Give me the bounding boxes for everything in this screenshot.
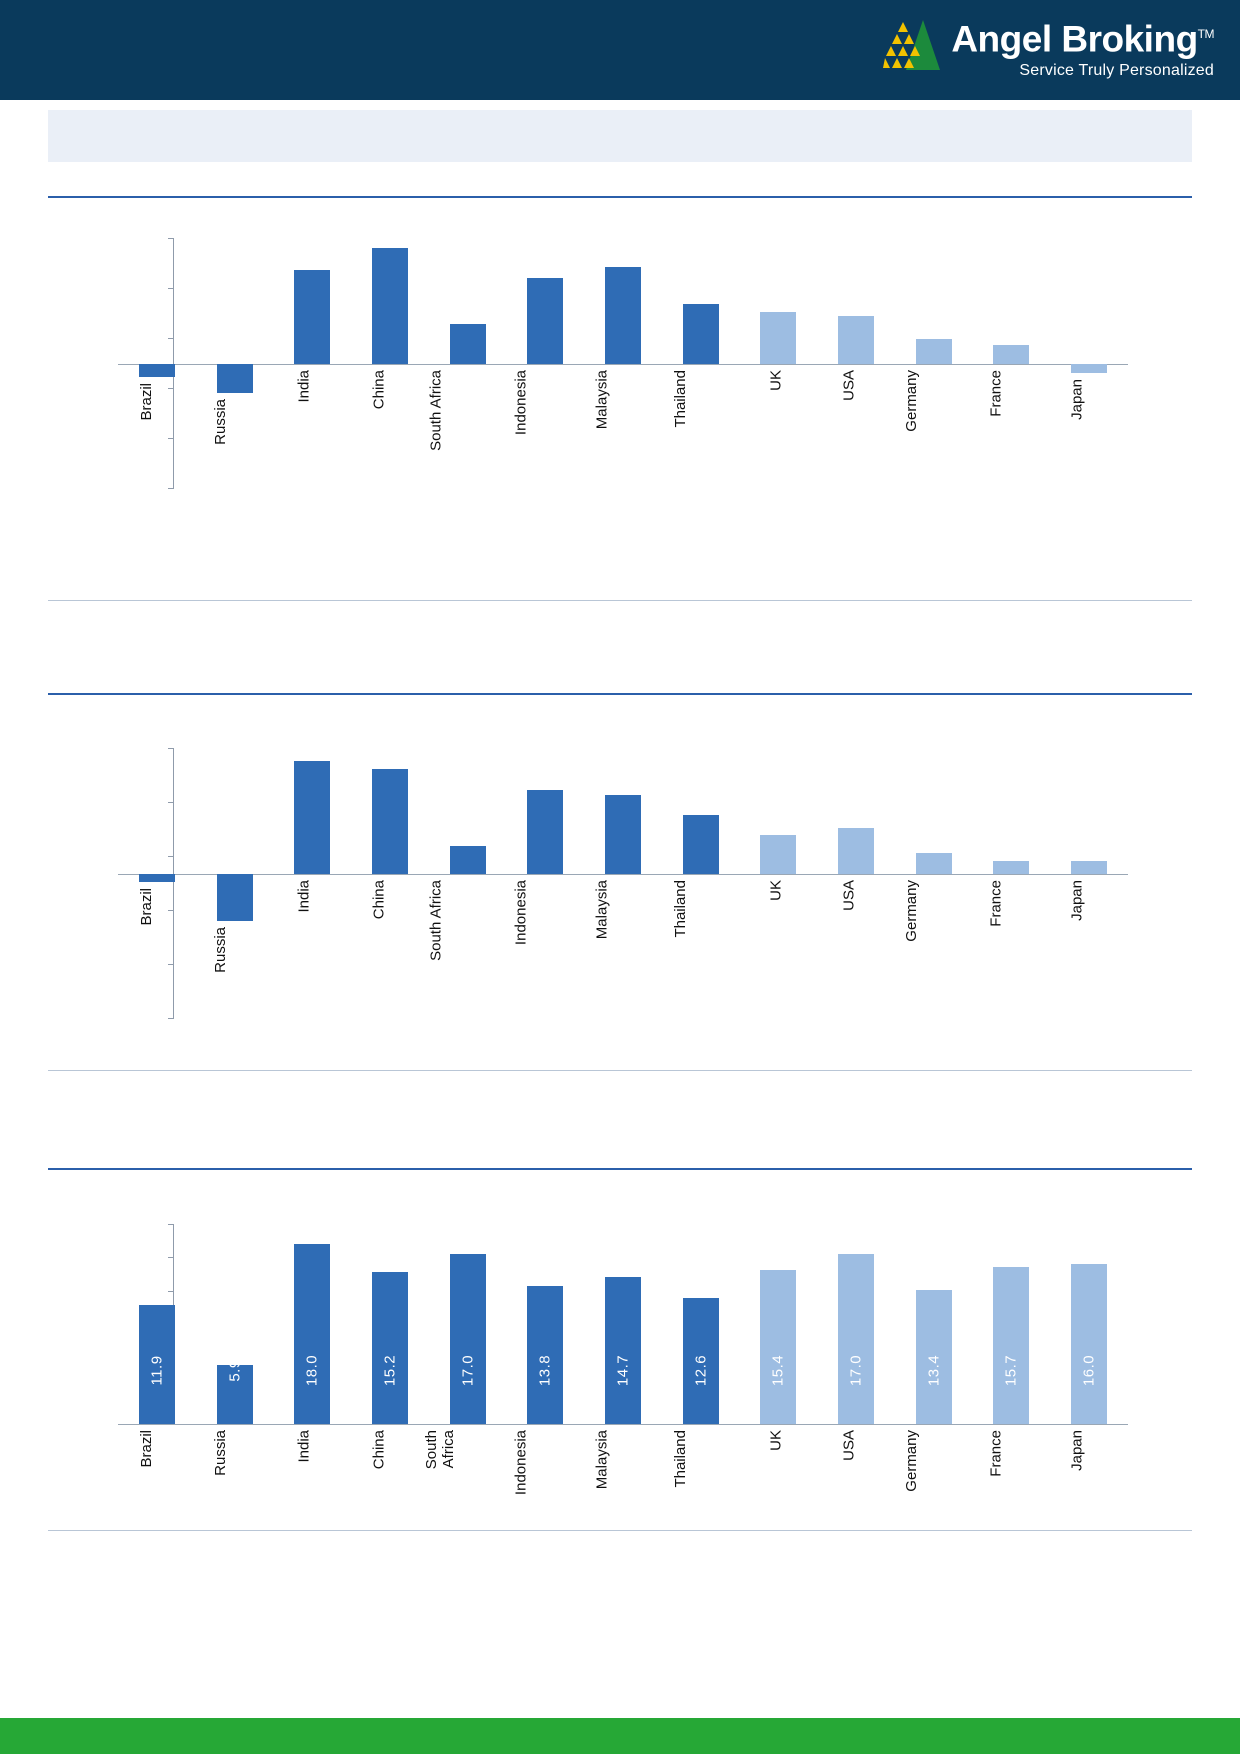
bar-slot (196, 238, 274, 446)
bar[interactable] (760, 312, 796, 363)
bar[interactable] (916, 853, 952, 874)
brand-name (951, 14, 1214, 59)
angel-pyramid-icon (883, 18, 941, 74)
category-label: Japan (1068, 378, 1086, 420)
category-label: USA (840, 1430, 858, 1461)
bar[interactable] (993, 345, 1029, 363)
bar[interactable] (294, 1244, 330, 1424)
bar-slot (740, 238, 818, 398)
category-label: India (295, 1430, 313, 1463)
category-label: France (988, 369, 1006, 417)
bar[interactable] (527, 278, 563, 364)
category-label: South Africa (427, 880, 445, 961)
bar-slot (584, 748, 662, 940)
x-axis (118, 1424, 1128, 1425)
bar-value-label: 16.0 (1080, 1354, 1098, 1387)
bar-slot (817, 1224, 895, 1461)
bar[interactable] (294, 270, 330, 364)
bar-slot (817, 748, 895, 928)
bar-value-label: 13.4 (925, 1354, 943, 1387)
bar-slot (273, 238, 351, 403)
bar[interactable] (294, 761, 330, 874)
category-label: Japan (1068, 1430, 1086, 1471)
chart-3-plot (118, 1210, 1128, 1520)
bar[interactable] (916, 339, 952, 364)
bar-slot (351, 238, 429, 409)
brand-logo (883, 14, 1214, 81)
bar[interactable] (139, 874, 175, 882)
bar[interactable] (527, 790, 563, 874)
bar-slot (1050, 748, 1128, 928)
bar-slot (351, 1224, 429, 1470)
category-label: Thailand (671, 1430, 689, 1488)
category-label: South Africa (427, 369, 445, 451)
bar[interactable] (450, 324, 486, 364)
bar-slot (118, 1224, 196, 1468)
bar-value-label: 17.0 (459, 1354, 477, 1387)
bar-value-label: 15.7 (1002, 1354, 1020, 1387)
category-label: USA (840, 880, 858, 911)
category-label: India (295, 880, 313, 913)
bar-slot (740, 748, 818, 928)
bar-value-label: 11.9 (148, 1355, 166, 1386)
category-label: Thailand (671, 369, 689, 428)
bar-slot (817, 238, 895, 401)
category-label: Russia (211, 399, 229, 446)
category-label: Germany (902, 880, 920, 942)
bar-slot (662, 748, 740, 938)
bar-slot (895, 748, 973, 942)
chart-2 (48, 710, 1192, 1060)
category-label: Brazil (138, 383, 156, 421)
bar-slot (422, 1224, 507, 1470)
category-label: India (295, 369, 313, 403)
y-axis-tick (168, 438, 174, 439)
bar-slot (740, 1224, 818, 1451)
category-label: China (370, 1430, 388, 1470)
chart-1-top-rule (48, 196, 1192, 198)
bar[interactable] (139, 364, 175, 378)
chart-2-top-rule (48, 693, 1192, 695)
bar[interactable] (683, 304, 719, 363)
bar[interactable] (605, 1277, 641, 1424)
bar[interactable] (1071, 364, 1107, 373)
category-label: USA (840, 369, 858, 401)
bar-value-label: 14.7 (614, 1354, 632, 1387)
bar-series (118, 238, 1128, 451)
bar-slot (118, 748, 196, 928)
y-axis-tick (168, 1018, 174, 1019)
category-label: Germany (902, 1430, 920, 1492)
bar[interactable] (605, 795, 641, 874)
bar[interactable] (372, 248, 408, 363)
chart-2-plot (118, 730, 1128, 1060)
bar-value-label: 15.4 (769, 1354, 787, 1387)
bar-value-label: 18.0 (303, 1354, 321, 1387)
bar[interactable] (838, 828, 874, 874)
category-label: Malaysia (593, 880, 611, 940)
category-label: Japan (1068, 880, 1086, 921)
category-label: Brazil (138, 1430, 156, 1468)
chart-1-plot (118, 220, 1128, 530)
y-axis-tick (168, 964, 174, 965)
chart-3-top-rule (48, 1168, 1192, 1170)
category-label: Germany (902, 369, 920, 432)
y-axis-tick (168, 488, 174, 489)
bar-slot (1050, 1224, 1128, 1471)
category-label: Russia (211, 1430, 229, 1476)
chart-1 (48, 210, 1192, 530)
category-label: Indonesia (512, 1430, 530, 1496)
chart-2-bottom-rule (48, 1070, 1192, 1071)
bar[interactable] (1071, 861, 1107, 874)
bar-slot (196, 748, 274, 973)
bar-slot (1050, 238, 1128, 420)
bar-slot (427, 748, 507, 961)
bar-slot (351, 748, 429, 928)
chart-3 (48, 1190, 1192, 1520)
banner-strip (48, 110, 1192, 162)
bar-slot (973, 1224, 1051, 1477)
brand-name-text: Angel Broking (951, 18, 1198, 60)
bar-series (118, 1224, 1128, 1496)
category-label: UK (767, 1430, 785, 1451)
category-label: China (370, 880, 388, 920)
bar-series (118, 748, 1128, 973)
chart-1-bottom-rule (48, 600, 1192, 601)
bar[interactable] (372, 769, 408, 874)
bar[interactable] (993, 861, 1029, 875)
category-label: China (370, 369, 388, 409)
bar[interactable] (1071, 1264, 1107, 1424)
bar-slot (506, 238, 584, 435)
bar[interactable] (217, 874, 253, 921)
bar-value-label: 5.9 (226, 1359, 244, 1382)
bar-slot (662, 1224, 740, 1488)
bar-value-label: 13.8 (536, 1354, 554, 1387)
bar[interactable] (838, 316, 874, 364)
page-footer (0, 1718, 1240, 1754)
brand-text (951, 14, 1214, 81)
bar-slot (273, 1224, 351, 1463)
bar[interactable] (450, 846, 486, 874)
bar-slot (196, 1224, 274, 1476)
category-label: Thailand (671, 880, 689, 938)
bar-slot (506, 1224, 584, 1496)
category-label: Indonesia (512, 880, 530, 946)
category-label: Brazil (138, 888, 156, 926)
bar-slot (973, 748, 1051, 928)
category-label: UK (767, 880, 785, 901)
chart-3-bottom-rule (48, 1530, 1192, 1531)
bar[interactable] (838, 1254, 874, 1424)
bar[interactable] (993, 1267, 1029, 1424)
category-label: UK (767, 369, 785, 391)
bar-value-label: 17.0 (847, 1354, 865, 1387)
bar-value-label: 12.6 (692, 1354, 710, 1387)
category-label: France (988, 880, 1006, 927)
page-header (0, 0, 1240, 100)
bar[interactable] (217, 364, 253, 394)
bar[interactable] (372, 1272, 408, 1424)
bar[interactable] (760, 835, 796, 874)
bar-slot (895, 238, 973, 432)
trademark-mark: TM (1197, 27, 1214, 41)
category-label: Russia (211, 926, 229, 973)
category-label: France (988, 1430, 1006, 1477)
bar-slot (273, 748, 351, 928)
bar-slot (584, 238, 662, 429)
bar-value-label: 15.2 (381, 1354, 399, 1387)
bar-slot (895, 1224, 973, 1492)
bar[interactable] (760, 1270, 796, 1424)
bar-slot (506, 748, 584, 946)
bar[interactable] (450, 1254, 486, 1424)
category-label: Indonesia (512, 369, 530, 435)
category-label: South Africa (422, 1430, 457, 1470)
bar-slot (973, 238, 1051, 417)
bar-slot (662, 238, 740, 428)
bar-slot (118, 238, 196, 421)
brand-tagline: Service Truly Personalized (1019, 62, 1214, 80)
bar[interactable] (683, 815, 719, 874)
bar-slot (427, 238, 507, 451)
category-label: Malaysia (593, 1430, 611, 1490)
category-label: Malaysia (593, 369, 611, 429)
bar-slot (584, 1224, 662, 1490)
bar[interactable] (605, 267, 641, 364)
